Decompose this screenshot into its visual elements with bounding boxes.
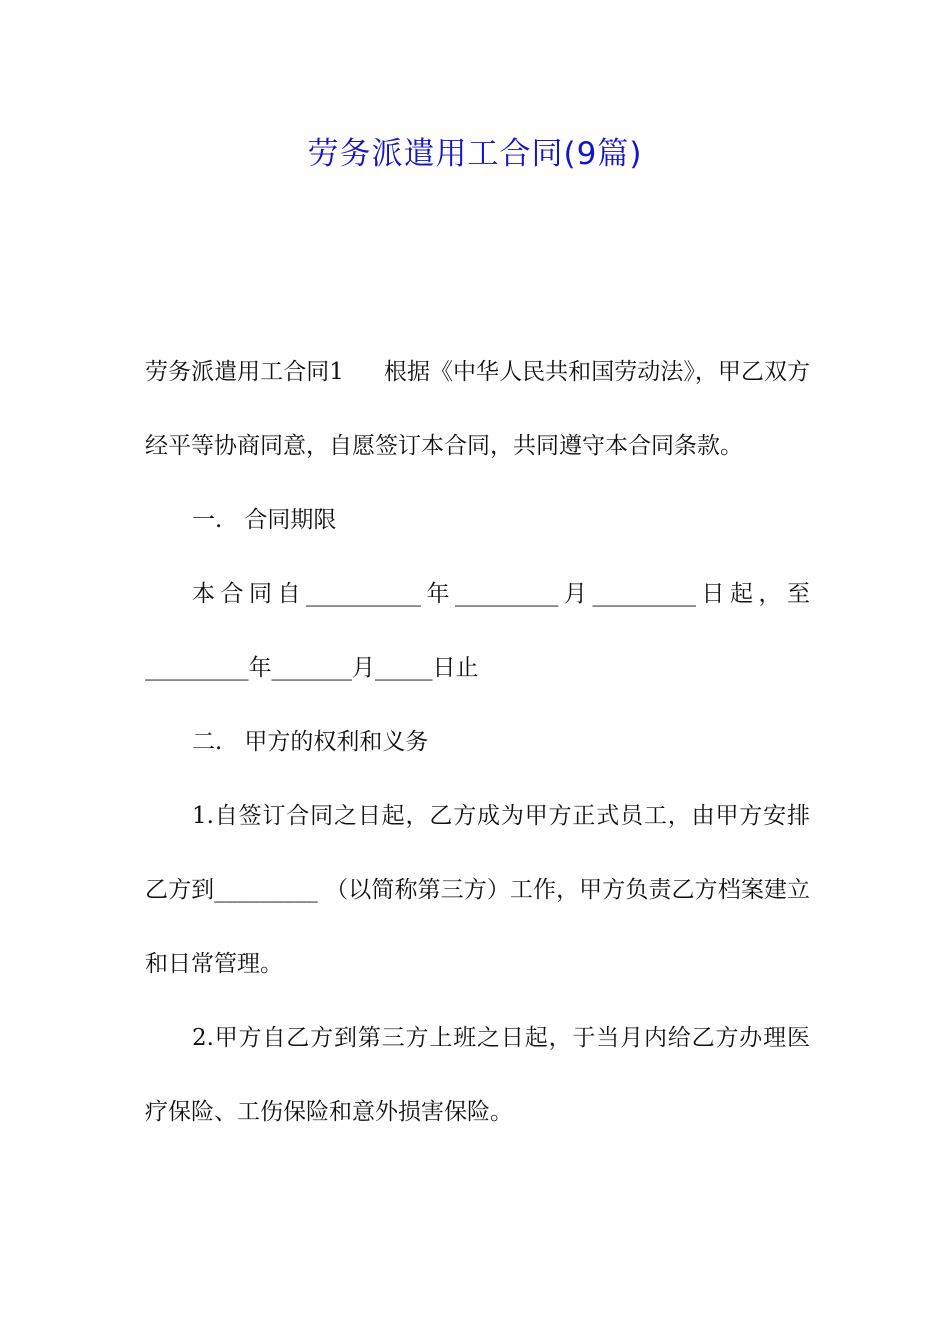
document-title: 劳务派遣用工合同(9篇): [307, 136, 643, 172]
section-number: 一.: [192, 507, 223, 533]
clause-2: 2.甲方自乙方到第三方上班之日起，于当月内给乙方办理医疗保险、工伤保险和意外损害保险。: [145, 1025, 810, 1125]
section-title: 甲方的权利和义务: [244, 729, 429, 755]
intro-heading: 劳务派遣用工合同1: [145, 359, 344, 385]
section-heading-term: [145, 483, 810, 557]
intro-text: 根据《中华人民共和国劳动法》，甲乙双方经平等协商同意，自愿签订本合同，共同遵守本合同条款。: [145, 359, 810, 459]
section-heading-rights: [145, 705, 810, 779]
clause-1: 1.自签订合同之日起，乙方成为甲方正式员工，由甲方安排乙方到_________ （以简称第三方）工作，甲方负责乙方档案建立和日常管理。: [145, 803, 810, 977]
section-number: 二.: [192, 729, 223, 755]
document-body: [145, 335, 810, 1149]
section-title: 合同期限: [244, 507, 337, 533]
term-clause: 本合同自__________年_________月_________日起，至_________年_______月_____日止: [145, 581, 810, 681]
intro-paragraph: [145, 335, 810, 483]
